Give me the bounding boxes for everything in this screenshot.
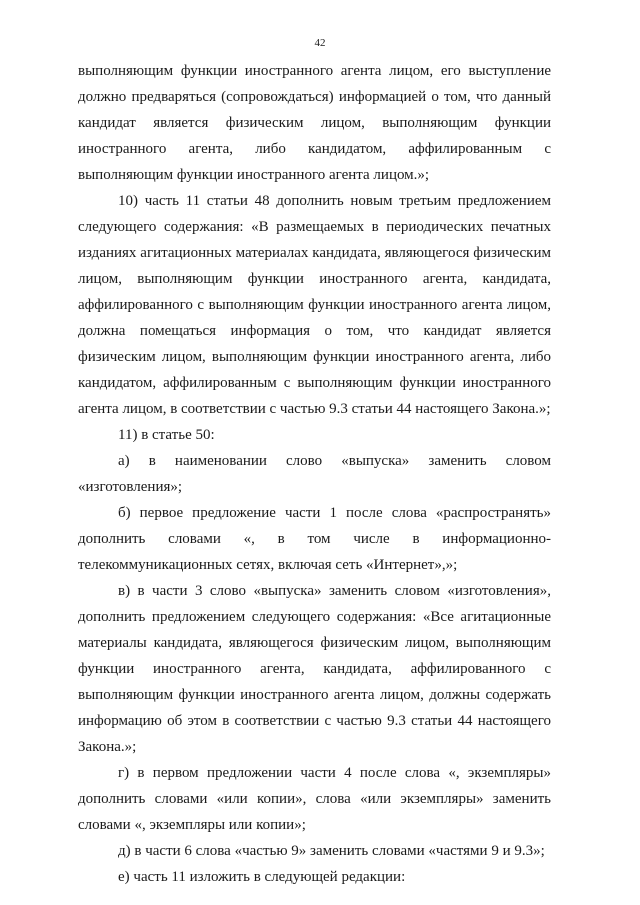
paragraph-item-11: 11) в статье 50:: [118, 427, 215, 443]
paragraph-item-11e: е) часть 11 изложить в следующей редакции:: [118, 869, 406, 885]
paragraph-item-11g: г) в первом предложении части 4 после слова «, экземпляры» дополнить словами «или копии», слова «или экземпляры» заменить словами «, экземпляры или копии»;: [78, 765, 551, 833]
paragraph-item-11a: а) в наименовании слово «выпуска» заменить словом «изготовления»;: [78, 453, 551, 495]
paragraph-item-11b: б) первое предложение части 1 после слова «распространять» дополнить словами «, в том числе в информационно-телекоммуникационных сетях, включая сеть «Интернет»,»;: [78, 505, 551, 573]
paragraph-continuation: выполняющим функции иностранного агента лицом, его выступление должно предваряться (сопровождаться) информацией о том, что данный кандидат является физическим лицом, выполняющим функции иностранного агента, либо кандидатом, аффилированным с выполняющим функции иностранного агента лицом.»;: [78, 63, 551, 183]
document-body: [78, 58, 551, 890]
page-number: 42: [314, 37, 326, 49]
paragraph-item-11d: д) в части 6 слова «частью 9» заменить словами «частями 9 и 9.3»;: [118, 843, 545, 859]
paragraph-item-11v: в) в части 3 слово «выпуска» заменить словом «изготовления», дополнить предложением следующего содержания: «Все агитационные материалы кандидата, являющегося физическим лицом, выполняющим функции иностранного агента, кандидата, аффилированного с выполняющим функции иностранного агента лицом, должны содержать информацию об этом в соответствии с частью 9.3 статьи 44 настоящего Закона.»;: [78, 583, 551, 755]
paragraph-item-10: 10) часть 11 статьи 48 дополнить новым третьим предложением следующего содержания: «В размещаемых в периодических печатных изданиях агитационных материалах кандидата, являющегося физическим лицом, выполняющим функции иностранного агента, кандидата, аффилированного с выполняющим функции иностранного агента лицом, должна помещаться информация о том, что кандидат является физическим лицом, выполняющим функции иностранного агента, либо кандидатом, аффилированным с выполняющим функции иностранного агента лицом, в соответствии с частью 9.3 статьи 44 настоящего Закона.»;: [78, 193, 551, 417]
